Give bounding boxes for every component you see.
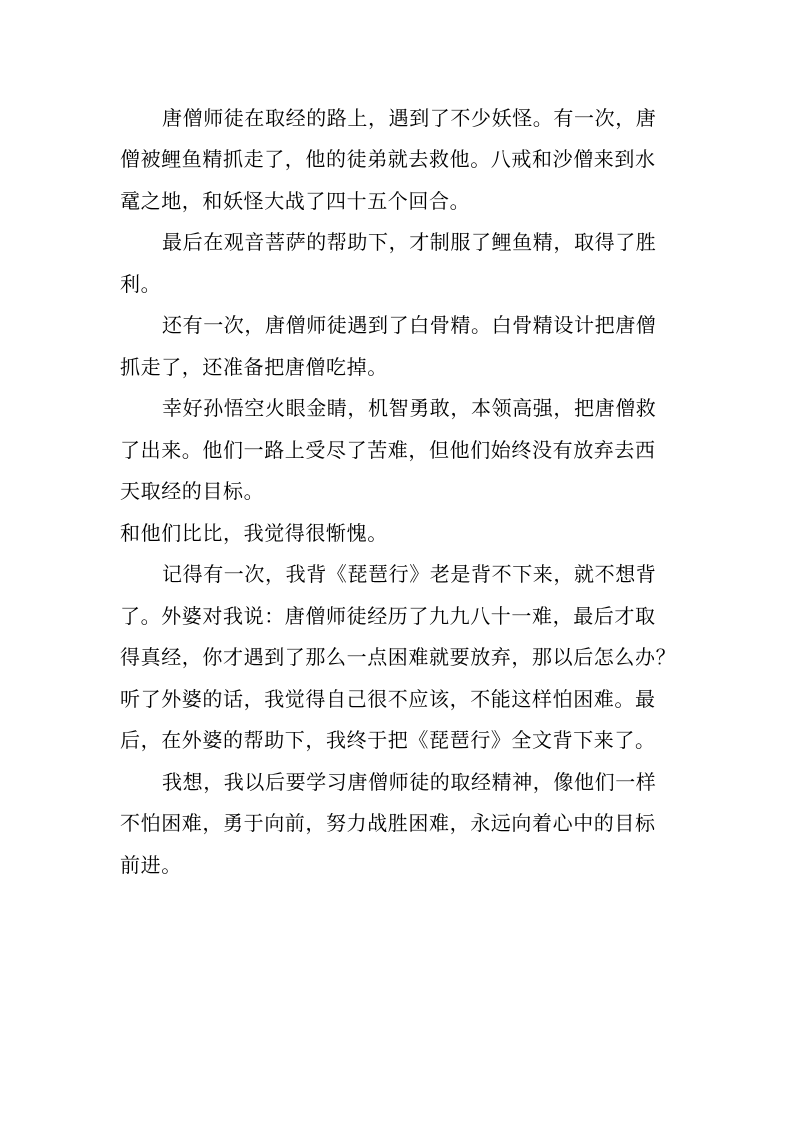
text-line: 记得有一次，我背《琵琶行》老是背不下来，就不想背 <box>162 562 657 586</box>
text-line: 僧被鲤鱼精抓走了，他的徒弟就去救他。八戒和沙僧来到水 <box>120 147 656 171</box>
text-line: 前进。 <box>120 853 182 877</box>
text-line: 天取经的目标。 <box>120 479 265 503</box>
text-line: 和他们比比，我觉得很惭愧。 <box>120 521 388 545</box>
text-line: 利。 <box>120 272 162 296</box>
text-line: 得真经，你才遇到了那么一点困难就要放弃，那以后怎么办？ <box>120 645 677 669</box>
text-line: 唐僧师徒在取经的路上，遇到了不少妖怪。有一次，唐 <box>162 106 657 130</box>
text-line: 后，在外婆的帮助下，我终于把《琵琶行》全文背下来了。 <box>120 728 656 752</box>
text-line: 抓走了，还准备把唐僧吃掉。 <box>120 355 388 379</box>
text-line: 幸好孙悟空火眼金睛，机智勇敢，本领高强，把唐僧救 <box>162 396 657 420</box>
text-line: 了。外婆对我说：唐僧师徒经历了九九八十一难，最后才取 <box>120 604 656 628</box>
text-line: 最后在观音菩萨的帮助下，才制服了鲤鱼精，取得了胜 <box>162 230 657 254</box>
text-line: 鼋之地，和妖怪大战了四十五个回合。 <box>120 189 471 213</box>
text-line: 了出来。他们一路上受尽了苦难，但他们始终没有放弃去西 <box>120 438 656 462</box>
text-line: 我想，我以后要学习唐僧师徒的取经精神，像他们一样 <box>162 770 657 794</box>
text-line: 不怕困难，勇于向前，努力战胜困难，永远向着心中的目标 <box>120 811 656 835</box>
text-line: 还有一次，唐僧师徒遇到了白骨精。白骨精设计把唐僧 <box>162 313 657 337</box>
text-line: 听了外婆的话，我觉得自己很不应该，不能这样怕困难。最 <box>120 687 656 711</box>
